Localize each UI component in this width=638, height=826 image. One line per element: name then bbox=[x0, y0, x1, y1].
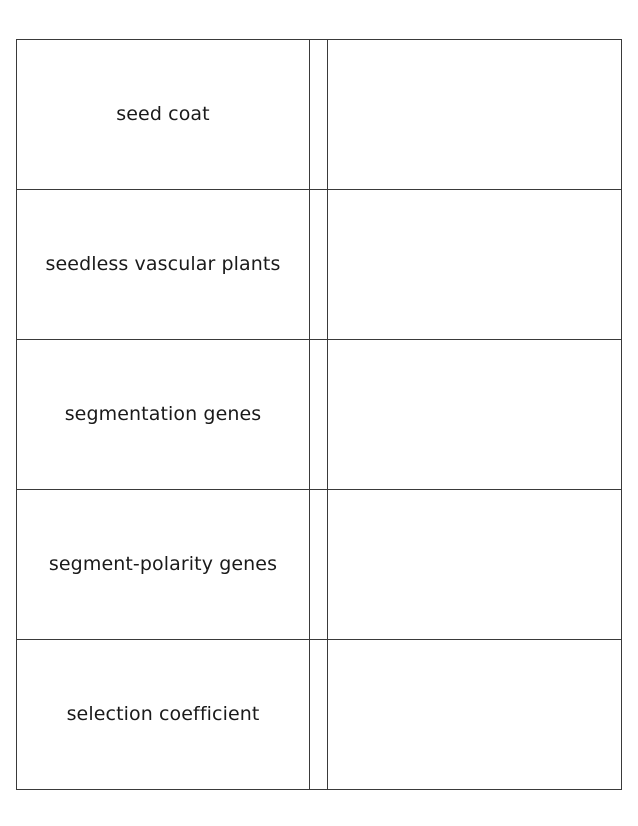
flashcard-row bbox=[17, 340, 622, 490]
term-cell bbox=[17, 190, 310, 340]
flashcard-row bbox=[17, 190, 622, 340]
term-cell bbox=[17, 40, 310, 190]
fold-gap-cell bbox=[310, 490, 328, 640]
term-cell bbox=[17, 490, 310, 640]
flashcard-row bbox=[17, 490, 622, 640]
fold-gap-cell bbox=[310, 640, 328, 790]
flashcard-table bbox=[16, 39, 622, 790]
fold-gap-cell bbox=[310, 340, 328, 490]
term-cell bbox=[17, 340, 310, 490]
term-label: segment-polarity genes bbox=[48, 553, 278, 576]
term-label: segmentation genes bbox=[64, 403, 262, 426]
definition-cell bbox=[328, 490, 622, 640]
fold-gap-cell bbox=[310, 40, 328, 190]
definition-cell bbox=[328, 340, 622, 490]
term-label: selection coefficient bbox=[66, 703, 260, 726]
flashcard-row bbox=[17, 640, 622, 790]
term-cell bbox=[17, 640, 310, 790]
fold-gap-cell bbox=[310, 190, 328, 340]
definition-cell bbox=[328, 640, 622, 790]
definition-cell bbox=[328, 190, 622, 340]
term-label: seedless vascular plants bbox=[45, 253, 281, 276]
term-label: seed coat bbox=[116, 103, 210, 126]
flashcard-row bbox=[17, 40, 622, 190]
definition-cell bbox=[328, 40, 622, 190]
